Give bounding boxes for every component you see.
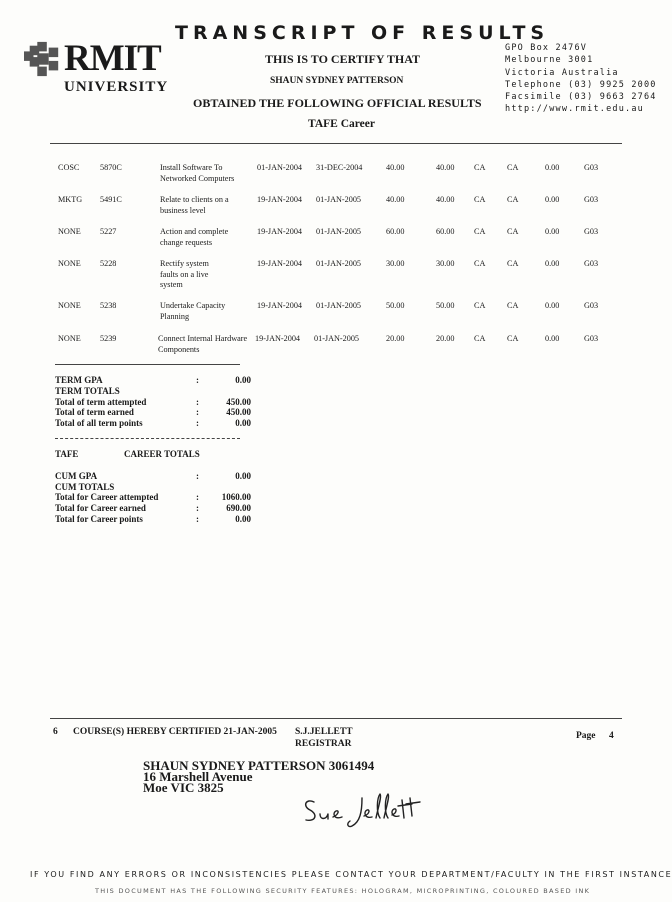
- attempted-cell: 40.00: [386, 163, 405, 172]
- disclaimer: IF YOU FIND ANY ERRORS OR INCONSISTENCIES PLEASE CONTACT YOUR DEPARTMENT/FACULTY IN THE FIRST INSTANCE: [30, 870, 672, 879]
- address-line: http://www.rmit.edu.au: [505, 104, 644, 115]
- logo-subtitle: UNIVERSITY: [64, 79, 169, 95]
- start-date-cell: 19-JAN-2004: [257, 301, 303, 310]
- end-date-cell: 01-JAN-2005: [316, 227, 362, 236]
- term-earned-label: Total of term earned: [55, 407, 134, 417]
- colon: :: [196, 407, 199, 417]
- course-count: 6: [53, 727, 58, 737]
- address-line: Facsimile (03) 9663 2764: [505, 92, 657, 103]
- career-divider: [55, 438, 240, 439]
- points-cell: 0.00: [545, 301, 560, 310]
- mail-name: SHAUN SYDNEY PATTERSON 3061494: [143, 758, 375, 773]
- career-attempted-value: 1060.00: [221, 492, 251, 502]
- document-title: TRANSCRIPT OF RESULTS: [175, 22, 550, 44]
- security-note: THIS DOCUMENT HAS THE FOLLOWING SECURITY FEATURES: HOLOGRAM, MICROPRINTING, COLOURED BASED INK: [95, 887, 591, 895]
- certify-line: THIS IS TO CERTIFY THAT: [265, 52, 420, 66]
- address-line: Victoria Australia: [505, 67, 619, 78]
- campus-cell: G03: [584, 195, 599, 204]
- term-attempted-label: Total of term attempted: [55, 397, 147, 407]
- grade-cell: CA: [474, 301, 486, 310]
- career-points-label: Total for Career points: [55, 514, 143, 524]
- logo-wordmark: RMIT: [64, 38, 161, 79]
- subject-cell: NONE: [58, 227, 81, 236]
- description-cell: Undertake Capacity Planning: [160, 301, 226, 321]
- start-date-cell: 01-JAN-2004: [257, 163, 303, 172]
- start-date-cell: 19-JAN-2004: [255, 334, 301, 343]
- code-cell: 5228: [100, 259, 117, 268]
- attempted-cell: 30.00: [386, 259, 405, 268]
- career-points-value: 0.00: [235, 514, 251, 524]
- earned-cell: 40.00: [436, 163, 455, 172]
- colon: :: [196, 418, 199, 428]
- cum-gpa-label: CUM GPA: [55, 471, 98, 481]
- code-cell: 5491C: [100, 195, 122, 204]
- grade-cell: CA: [507, 259, 519, 268]
- end-date-cell: 01-JAN-2005: [316, 195, 362, 204]
- subject-cell: NONE: [58, 334, 81, 343]
- grade-cell: CA: [507, 301, 519, 310]
- end-date-cell: 31-DEC-2004: [316, 163, 363, 172]
- end-date-cell: 01-JAN-2005: [316, 259, 362, 268]
- page-label: Page: [576, 731, 596, 741]
- career-totals-heading: CAREER TOTALS: [124, 449, 200, 459]
- description-cell: Rectify system faults on a live system: [160, 259, 209, 289]
- end-date-cell: 01-JAN-2005: [316, 301, 362, 310]
- description-cell: Install Software To Networked Computers: [160, 163, 235, 183]
- grade-cell: CA: [507, 163, 519, 172]
- registrar-title: REGISTRAR: [295, 739, 352, 749]
- career-attempted-label: Total for Career attempted: [55, 492, 159, 502]
- code-cell: 5239: [100, 334, 117, 343]
- grade-cell: CA: [507, 227, 519, 236]
- description-cell: Relate to clients on a business level: [160, 195, 229, 215]
- grade-cell: CA: [474, 195, 486, 204]
- header-divider: [50, 143, 622, 144]
- points-cell: 0.00: [545, 163, 560, 172]
- start-date-cell: 19-JAN-2004: [257, 195, 303, 204]
- grade-cell: CA: [474, 163, 486, 172]
- term-points-label: Total of all term points: [55, 418, 143, 428]
- points-cell: 0.00: [545, 227, 560, 236]
- mail-city: Moe VIC 3825: [143, 780, 224, 795]
- subject-cell: NONE: [58, 259, 81, 268]
- term-points-value: 0.00: [235, 418, 251, 428]
- mail-street: 16 Marshell Avenue: [143, 769, 253, 784]
- obtained-line: OBTAINED THE FOLLOWING OFFICIAL RESULTS: [193, 96, 482, 110]
- grade-cell: CA: [474, 334, 486, 343]
- points-cell: 0.00: [545, 334, 560, 343]
- end-date-cell: 01-JAN-2005: [314, 334, 360, 343]
- attempted-cell: 20.00: [386, 334, 405, 343]
- colon: :: [196, 375, 199, 385]
- cum-totals-label: CUM TOTALS: [55, 482, 115, 492]
- points-cell: 0.00: [545, 259, 560, 268]
- attempted-cell: 60.00: [386, 227, 405, 236]
- term-totals-label: TERM TOTALS: [55, 386, 120, 396]
- code-cell: 5227: [100, 227, 117, 236]
- grade-cell: CA: [507, 334, 519, 343]
- registrar-name: S.J.JELLETT: [295, 727, 353, 737]
- address-line: Telephone (03) 9925 2000: [505, 79, 657, 90]
- earned-cell: 40.00: [436, 195, 455, 204]
- colon: :: [196, 471, 199, 481]
- subject-cell: NONE: [58, 301, 81, 310]
- colon: :: [196, 492, 199, 502]
- start-date-cell: 19-JAN-2004: [257, 227, 303, 236]
- address-line: Melbourne 3001: [505, 55, 594, 66]
- term-gpa-label: TERM GPA: [55, 375, 103, 385]
- university-address: [505, 42, 657, 116]
- campus-cell: G03: [584, 334, 599, 343]
- grade-cell: CA: [474, 259, 486, 268]
- attempted-cell: 40.00: [386, 195, 405, 204]
- campus-cell: G03: [584, 227, 599, 236]
- points-cell: 0.00: [545, 195, 560, 204]
- earned-cell: 30.00: [436, 259, 455, 268]
- start-date-cell: 19-JAN-2004: [257, 259, 303, 268]
- career-earned-value: 690.00: [226, 503, 251, 513]
- rmit-logo-icon: [24, 40, 62, 78]
- career-earned-label: Total for Career earned: [55, 503, 146, 513]
- term-attempted-value: 450.00: [226, 397, 251, 407]
- campus-cell: G03: [584, 163, 599, 172]
- grade-cell: CA: [474, 227, 486, 236]
- campus-cell: G03: [584, 301, 599, 310]
- address-line: GPO Box 2476V: [505, 43, 588, 53]
- student-name: SHAUN SYDNEY PATTERSON: [270, 76, 404, 86]
- term-gpa-value: 0.00: [235, 375, 251, 385]
- registrar-signature: [300, 788, 430, 832]
- footer-divider: [50, 718, 622, 719]
- earned-cell: 20.00: [436, 334, 455, 343]
- attempted-cell: 50.00: [386, 301, 405, 310]
- grade-cell: CA: [507, 195, 519, 204]
- colon: :: [196, 397, 199, 407]
- tafe-label: TAFE: [55, 449, 79, 459]
- subject-cell: COSC: [58, 163, 80, 172]
- earned-cell: 50.00: [436, 301, 455, 310]
- page-number: 4: [609, 731, 614, 741]
- cum-gpa-value: 0.00: [235, 471, 251, 481]
- term-earned-value: 450.00: [226, 407, 251, 417]
- subject-cell: MKTG: [58, 195, 83, 204]
- certified-text: COURSE(S) HEREBY CERTIFIED 21-JAN-2005: [73, 727, 277, 737]
- career-heading: TAFE Career: [308, 118, 375, 130]
- description-cell: Action and complete change requests: [160, 227, 229, 247]
- earned-cell: 60.00: [436, 227, 455, 236]
- code-cell: 5238: [100, 301, 117, 310]
- code-cell: 5870C: [100, 163, 122, 172]
- description-cell: Connect Internal Hardware Components: [158, 334, 248, 354]
- colon: :: [196, 514, 199, 524]
- colon: :: [196, 503, 199, 513]
- term-divider: [55, 364, 240, 365]
- campus-cell: G03: [584, 259, 599, 268]
